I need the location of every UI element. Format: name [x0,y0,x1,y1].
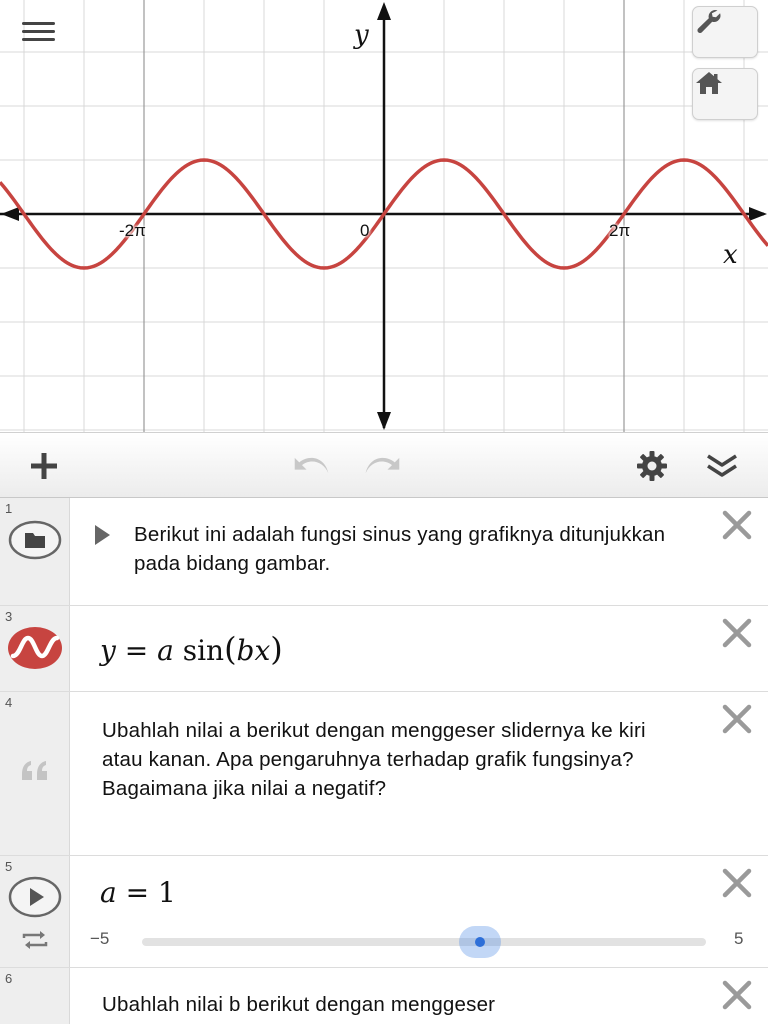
expression-row-slider[interactable] [0,856,768,968]
note-text[interactable]: Ubahlah nilai a berikut dengan menggeser slidernya ke kiri atau kanan. Apa pengaruhnya terhadap grafik fungsinya? Bagaimana jika nilai a negatif? [102,719,646,800]
note-marker [18,756,52,786]
expression-toolbar [0,432,768,498]
row-number: 6 [5,971,13,986]
delete-icon[interactable] [720,978,754,1012]
row-gutter [0,856,70,967]
row-gutter [0,498,70,605]
expression-row-note[interactable] [0,968,768,1024]
slider-track[interactable] [142,938,706,946]
y-axis-arrow-down [377,412,391,430]
sine-wave-icon [7,626,63,670]
plus-icon [26,448,62,484]
settings-button[interactable] [632,446,672,486]
graph-canvas[interactable] [0,0,768,432]
row-number: 3 [5,609,13,624]
default-viewport-button[interactable] [692,68,758,120]
undo-icon [292,452,332,480]
collapse-list-button[interactable] [702,446,742,486]
expression-row-note[interactable] [0,692,768,856]
home-icon [693,69,725,97]
redo-icon [362,452,402,480]
row-number: 4 [5,695,13,710]
expression-list [0,498,768,1024]
slider-handle[interactable] [459,926,501,958]
slider-expression[interactable]: a = 1 [100,876,176,909]
row-gutter [0,968,70,1024]
slider-min-label[interactable]: −5 [90,929,110,948]
x-tick-label-neg-2pi: -2π [119,221,146,240]
loop-icon [20,929,50,951]
expand-arrow-icon[interactable] [92,524,112,546]
row-gutter [0,606,70,691]
expression-input[interactable]: y = a sin(bx) [100,630,283,668]
x-tick-label-origin: 0 [360,221,370,240]
slider-variable: a [100,876,117,909]
folder-icon [8,520,62,560]
redo-button[interactable] [362,446,402,486]
play-slider-button[interactable] [8,876,62,918]
x-axis-label: x [723,240,738,270]
expression-row-function[interactable] [0,606,768,692]
row-gutter [0,692,70,855]
slider-value: 1 [157,876,176,909]
folder-title[interactable]: Berikut ini adalah fungsi sinus yang grafiknya ditunjukkan pada bidang gambar. [134,523,666,575]
double-chevron-down-icon [704,450,740,482]
slider-max-label[interactable]: 5 [734,929,744,948]
delete-icon[interactable] [720,866,754,900]
x-axis-arrow-right [749,207,767,221]
graph-settings-button[interactable] [692,6,758,58]
play-icon [8,876,62,918]
delete-icon[interactable] [720,702,754,736]
add-item-button[interactable] [24,446,64,486]
x-axis-arrow-left [1,207,19,221]
delete-icon[interactable] [720,508,754,542]
graph-style-toggle[interactable] [7,626,63,670]
row-number: 1 [5,501,13,516]
loop-mode-button[interactable] [20,928,50,952]
expression-row-folder[interactable] [0,498,768,606]
y-axis-arrow-up [377,2,391,20]
gear-icon [634,448,670,484]
quote-icon [19,758,51,784]
wrench-icon [693,7,727,37]
y-axis-label: y [354,20,369,50]
delete-icon[interactable] [720,616,754,650]
hamburger-menu-icon[interactable] [22,18,66,52]
folder-toggle[interactable] [8,520,62,560]
graph-paper[interactable] [0,0,768,432]
undo-button[interactable] [292,446,332,486]
note-text[interactable]: Ubahlah nilai b berikut dengan menggeser [102,993,496,1016]
row-number: 5 [5,859,13,874]
x-tick-label-2pi: 2π [609,221,631,240]
